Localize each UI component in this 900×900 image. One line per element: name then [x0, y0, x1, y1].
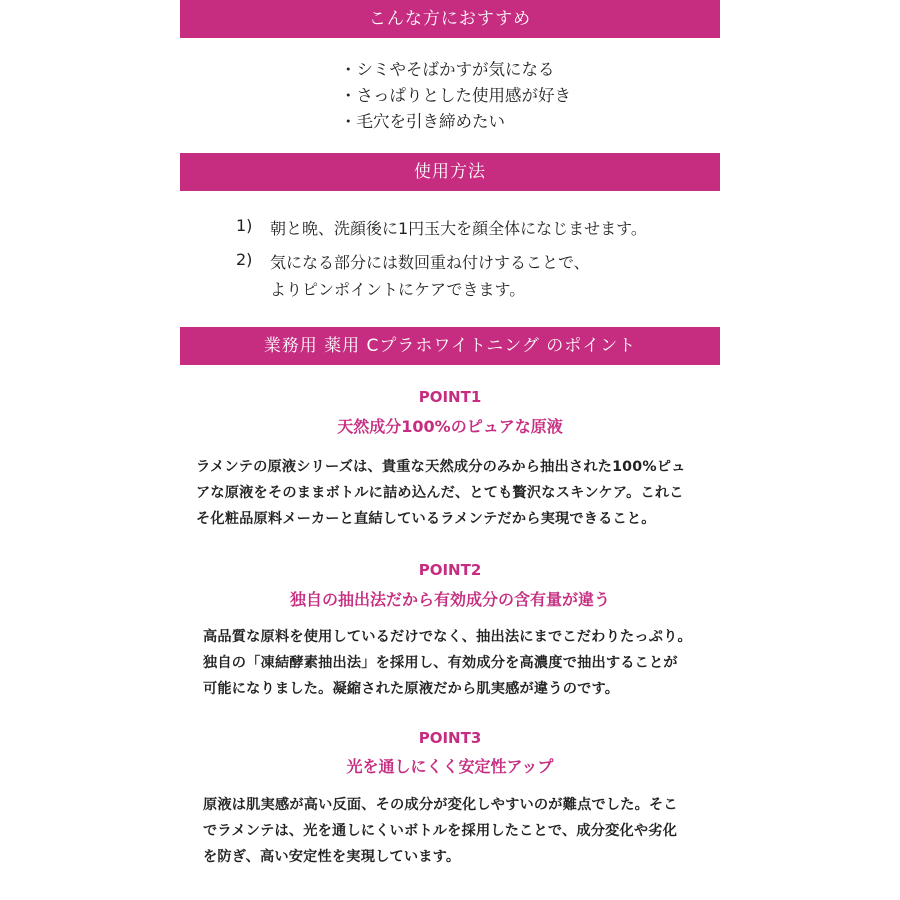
point-heading: 独自の抽出法だから有効成分の含有量が違う: [289, 590, 610, 609]
point-label: POINT3: [418, 729, 482, 747]
point-label: POINT2: [418, 561, 482, 579]
recommend-banner: こんな方におすすめ: [180, 0, 720, 38]
usage-step-number: 1): [236, 216, 253, 235]
recommend-item: ・毛穴を引き締めたい: [340, 112, 505, 131]
point-heading: 天然成分100%のピュアな原液: [337, 417, 563, 436]
point-body-line: 可能になりました。凝縮された原液だから肌実感が違うのです。: [203, 681, 620, 697]
recommend-item: ・さっぱりとした使用感が好き: [340, 86, 571, 105]
usage-step-text: よりピンポイントにケアできます。: [270, 280, 526, 299]
usage-step-text: 朝と晩、洗顔後に1円玉大を顔全体になじませます。: [270, 219, 647, 238]
usage-step-text: 気になる部分には数回重ね付けすることで、: [270, 253, 590, 272]
usage-banner: 使用方法: [180, 153, 720, 191]
point-body-line: を防ぎ、高い安定性を実現しています。: [203, 849, 461, 865]
point-body-line: 高品質な原料を使用しているだけでなく、抽出法にまでこだわりたっぷり。: [203, 629, 692, 645]
points-banner: 業務用 薬用 Cプラホワイトニング のポイント: [180, 327, 720, 365]
point-body-line: でラメンテは、光を通しにくいボトルを採用したことで、成分変化や劣化: [203, 823, 678, 839]
point-label: POINT1: [418, 388, 482, 406]
recommend-item: ・シミやそばかすが気になる: [340, 60, 555, 79]
point-body-line: アな原液をそのままボトルに詰め込んだ、とても贅沢なスキンケア。これこ: [196, 485, 684, 501]
point-body-line: ラメンテの原液シリーズは、貴重な天然成分のみから抽出された100%ピュ: [196, 459, 686, 475]
point-body-line: そ化粧品原料メーカーと直結しているラメンテだから実現できること。: [196, 511, 656, 527]
point-body-line: 原液は肌実感が高い反面、その成分が変化しやすいのが難点でした。そこ: [203, 797, 678, 813]
point-heading: 光を通しにくく安定性アップ: [346, 757, 554, 776]
usage-step-number: 2): [236, 250, 253, 269]
point-body-line: 独自の「凍結酵素抽出法」を採用し、有効成分を高濃度で抽出することが: [203, 655, 678, 671]
